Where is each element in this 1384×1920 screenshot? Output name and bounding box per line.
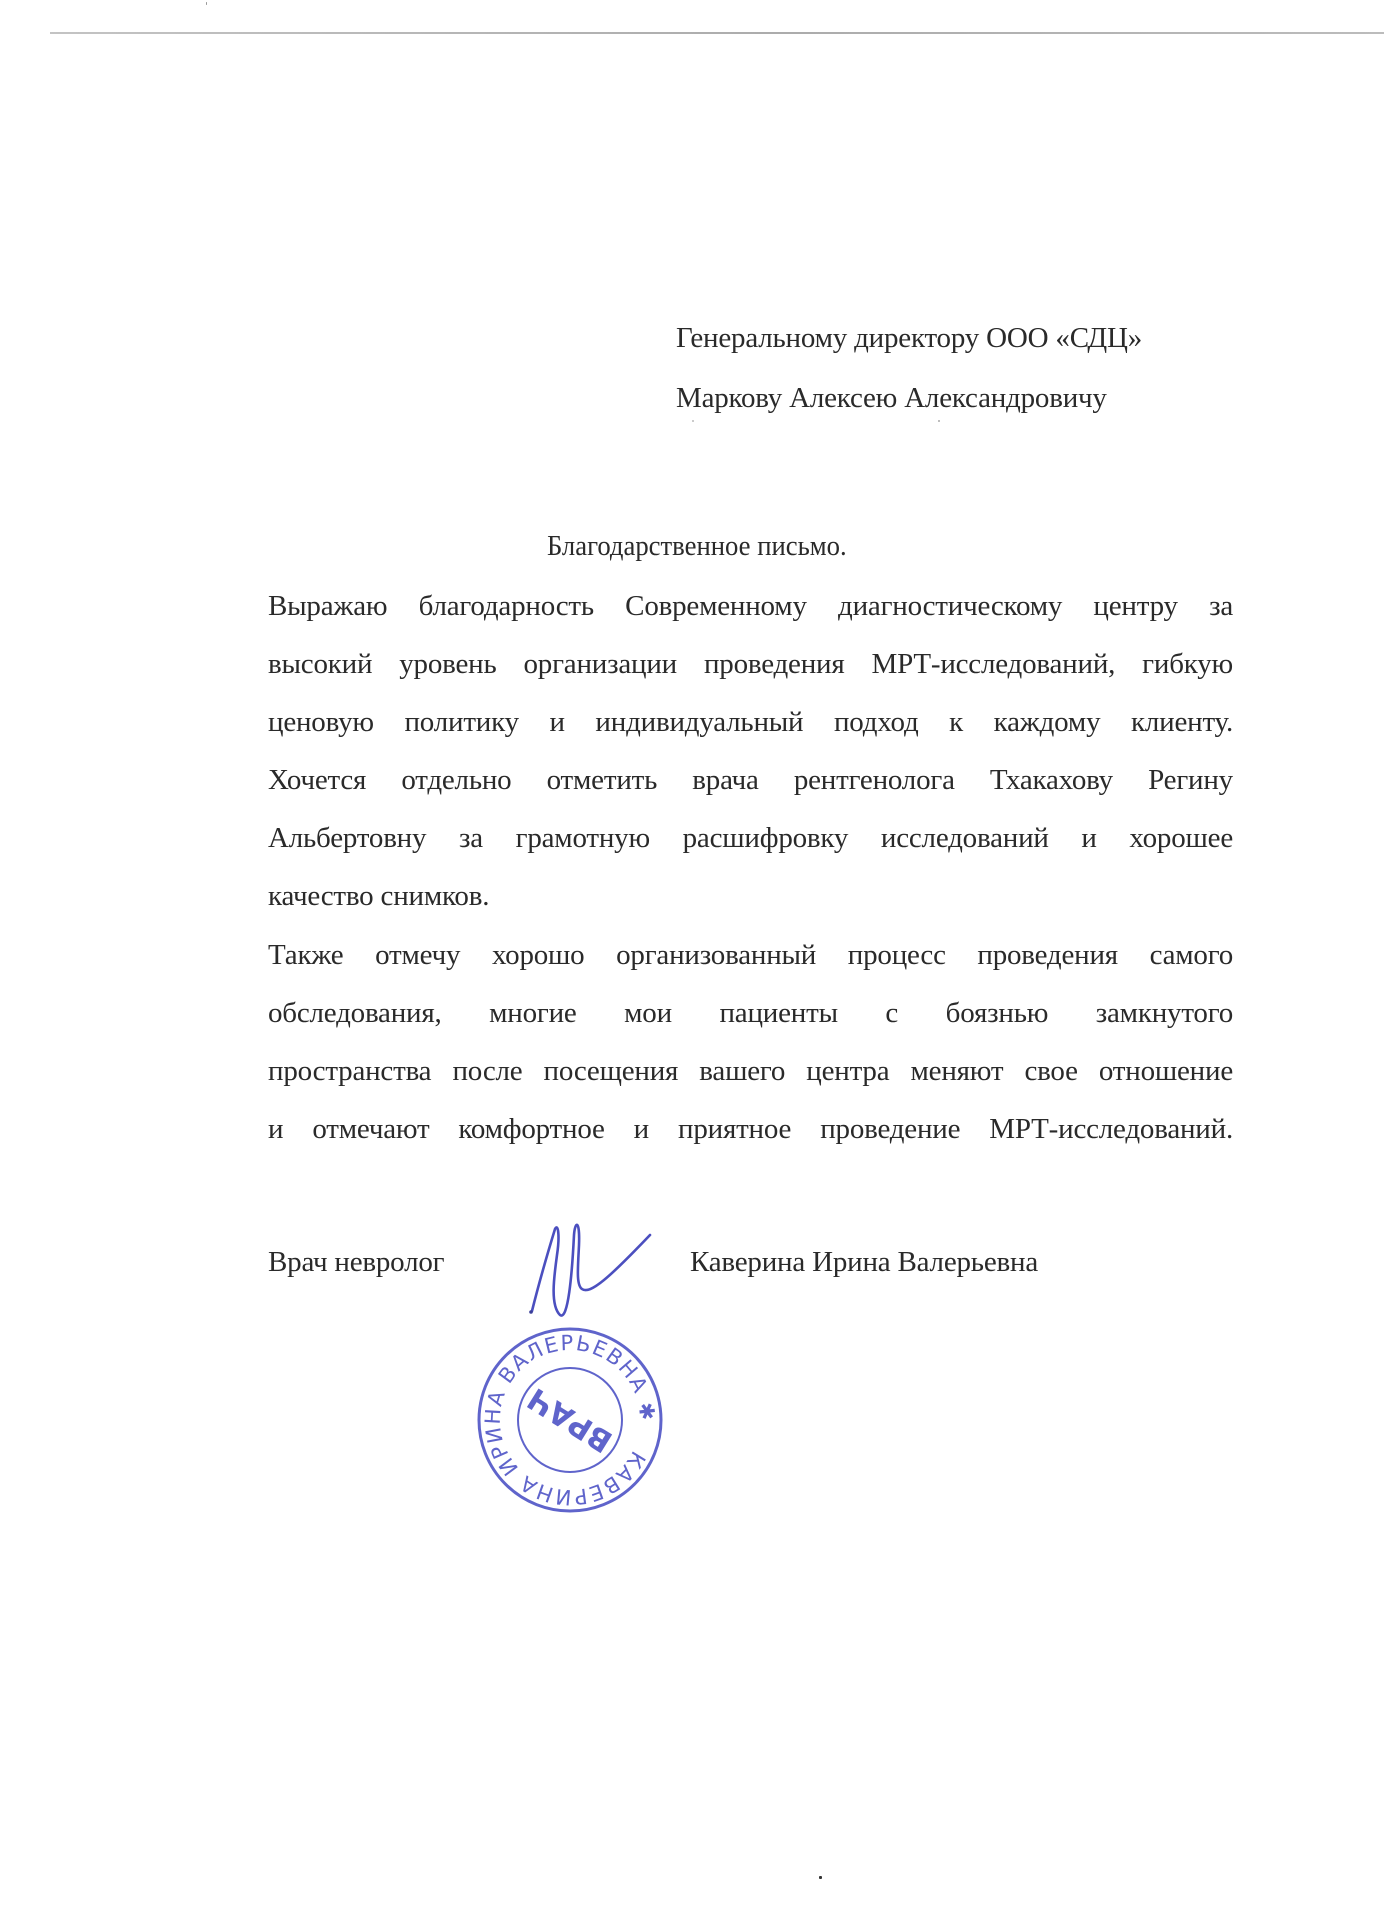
paragraph-line: пространства после посещения вашего центра меняют свое отношение xyxy=(268,1055,1233,1087)
signature-stroke xyxy=(532,1225,650,1316)
paragraph-line: ценовую политику и индивидуальный подход к каждому клиенту. xyxy=(268,706,1233,738)
paragraph-line: и отмечают комфортное и приятное проведение МРТ-исследований. xyxy=(268,1113,1233,1145)
signer-name: Каверина Ирина Валерьевна xyxy=(690,1246,1038,1278)
handwritten-signature xyxy=(510,1215,660,1330)
addressee-position: Генеральному директору ООО «СДЦ» xyxy=(676,322,1143,354)
stamp-ring-text: КАВЕРИНА ИРИНА ВАЛЕРЬЕВНА ✱ xyxy=(480,1330,660,1510)
stamp-center-text: ВРАЧ xyxy=(521,1380,619,1459)
scan-speck xyxy=(819,1876,822,1879)
paragraph-line: высокий уровень организации проведения МРТ-исследований, гибкую xyxy=(268,648,1233,680)
letter-paragraph-2 xyxy=(268,926,1233,1158)
paragraph-line: Выражаю благодарность Современному диагностическому центру за xyxy=(268,590,1233,622)
scan-edge-line xyxy=(50,32,1384,34)
addressee-block xyxy=(676,308,1142,428)
scan-speck xyxy=(206,2,207,5)
paragraph-line: Альбертовну за грамотную расшифровку исследований и хорошее xyxy=(268,822,1233,854)
signature-dot xyxy=(529,1310,533,1314)
paragraph-line: качество снимков. xyxy=(268,880,490,912)
addressee-name: Маркову Алексею Александровичу xyxy=(676,382,1107,414)
letter-paragraph-1 xyxy=(268,577,1233,925)
letter-title: Благодарственное письмо. xyxy=(546,530,847,562)
doctor-stamp xyxy=(470,1320,670,1520)
paragraph-line: обследования, многие мои пациенты с боязнью замкнутого xyxy=(268,997,1233,1029)
scan-speck xyxy=(938,420,940,422)
paragraph-line: Также отмечу хорошо организованный процесс проведения самого xyxy=(268,939,1233,971)
paragraph-line: Хочется отдельно отметить врача рентгенолога Тхакахову Регину xyxy=(268,764,1233,796)
scan-speck xyxy=(692,420,694,422)
signature-block xyxy=(0,1232,1384,1292)
signer-role: Врач невролог xyxy=(268,1246,445,1278)
